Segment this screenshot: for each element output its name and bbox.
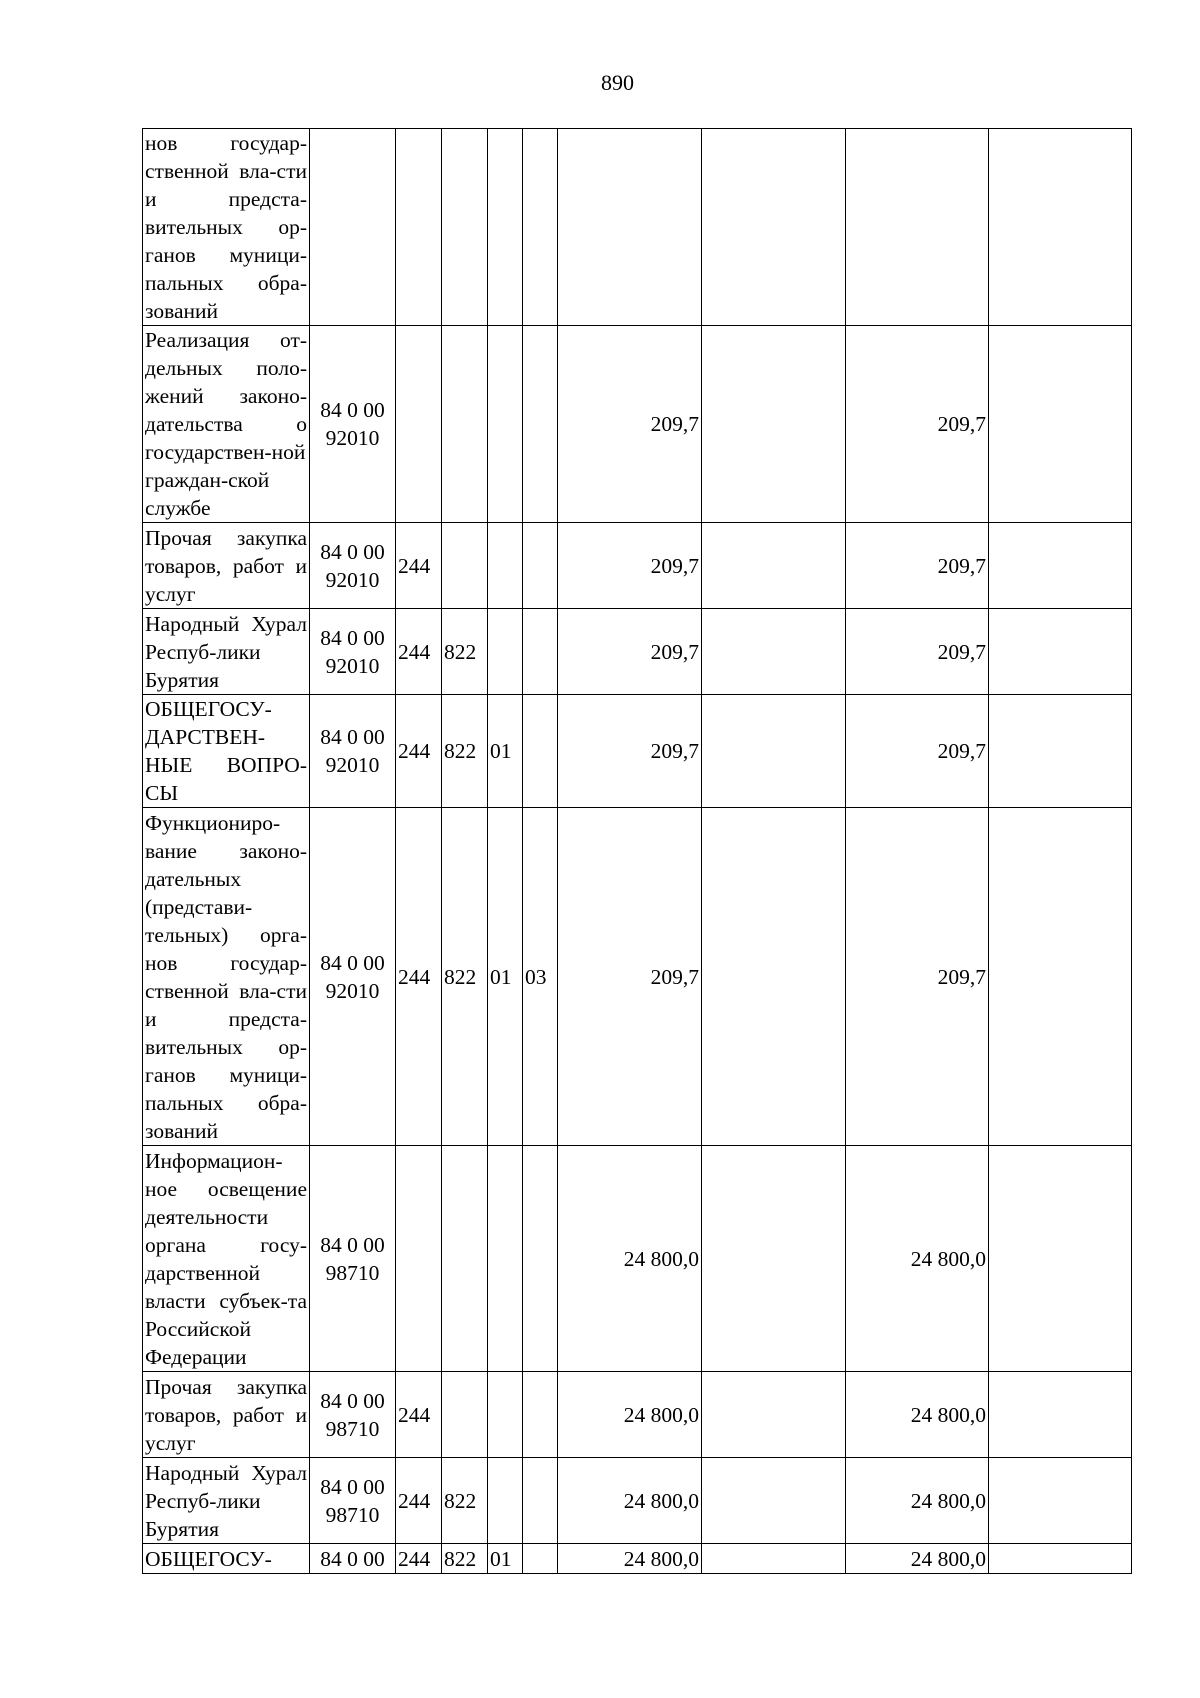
table-row — [143, 523, 1132, 609]
cell-pr — [523, 1458, 558, 1544]
cell-code: 84 0 00 92010 — [310, 326, 396, 523]
cell-pr — [523, 523, 558, 609]
cell-col8 — [702, 609, 846, 695]
cell-rz — [488, 1458, 523, 1544]
cell-name: Функциониро-вание законо-дательных (представи-тельных) орга-нов государ-ственной вла-сти и предста-вительных ор-ганов муници-пальных обра-зований — [143, 808, 310, 1146]
cell-vr: 244 — [396, 523, 442, 609]
cell-pr — [523, 695, 558, 808]
cell-name: ОБЩЕГОСУ-ДАРСТВЕН-НЫЕ ВОПРО-СЫ — [143, 695, 310, 808]
cell-col10 — [989, 1458, 1132, 1544]
cell-pr — [523, 609, 558, 695]
cell-sum1: 209,7 — [558, 808, 702, 1146]
cell-rz — [488, 523, 523, 609]
cell-vr: 244 — [396, 1372, 442, 1458]
cell-vr — [396, 326, 442, 523]
cell-sum1: 209,7 — [558, 609, 702, 695]
cell-sum1: 24 800,0 — [558, 1146, 702, 1372]
cell-col8 — [702, 1146, 846, 1372]
table-row — [143, 129, 1132, 326]
cell-pr — [523, 1146, 558, 1372]
cell-vr — [396, 129, 442, 326]
cell-col8 — [702, 1544, 846, 1574]
cell-sum1: 209,7 — [558, 523, 702, 609]
cell-rz — [488, 129, 523, 326]
table-row — [143, 695, 1132, 808]
cell-sum2: 209,7 — [846, 326, 989, 523]
table-row — [143, 1544, 1132, 1574]
cell-rz: 01 — [488, 695, 523, 808]
cell-ved: 822 — [442, 695, 488, 808]
cell-col8 — [702, 695, 846, 808]
cell-code: 84 0 00 92010 — [310, 609, 396, 695]
cell-col8 — [702, 1372, 846, 1458]
cell-col10 — [989, 1372, 1132, 1458]
cell-col8 — [702, 129, 846, 326]
cell-col8 — [702, 808, 846, 1146]
table-row — [143, 609, 1132, 695]
cell-vr: 244 — [396, 808, 442, 1146]
cell-sum2: 209,7 — [846, 523, 989, 609]
cell-name: нов государ-ственной вла-сти и предста-вительных ор-ганов муници-пальных обра-зований — [143, 129, 310, 326]
cell-col8 — [702, 523, 846, 609]
cell-col10 — [989, 609, 1132, 695]
cell-name: ОБЩЕГОСУ- — [143, 1544, 310, 1574]
cell-vr: 244 — [396, 609, 442, 695]
cell-col10 — [989, 523, 1132, 609]
cell-ved — [442, 1146, 488, 1372]
cell-vr — [396, 1146, 442, 1372]
table-body — [143, 129, 1132, 1574]
cell-code: 84 0 00 98710 — [310, 1458, 396, 1544]
cell-code — [310, 129, 396, 326]
cell-sum1: 209,7 — [558, 326, 702, 523]
cell-ved: 822 — [442, 1544, 488, 1574]
cell-sum2: 209,7 — [846, 609, 989, 695]
cell-col10 — [989, 808, 1132, 1146]
cell-name: Прочая закупка товаров, работ и услуг — [143, 523, 310, 609]
table-row — [143, 326, 1132, 523]
cell-name: Реализация от-дельных поло-жений законо-дательства о государствен-ной граждан-ской службе — [143, 326, 310, 523]
cell-rz: 01 — [488, 1544, 523, 1574]
cell-ved — [442, 1372, 488, 1458]
cell-col8 — [702, 326, 846, 523]
cell-code: 84 0 00 92010 — [310, 523, 396, 609]
cell-code: 84 0 00 98710 — [310, 1146, 396, 1372]
cell-sum1: 209,7 — [558, 695, 702, 808]
cell-ved — [442, 326, 488, 523]
cell-sum2: 24 800,0 — [846, 1458, 989, 1544]
cell-rz — [488, 1372, 523, 1458]
cell-code: 84 0 00 — [310, 1544, 396, 1574]
cell-vr: 244 — [396, 695, 442, 808]
page-number: 890 — [601, 70, 634, 95]
cell-rz: 01 — [488, 808, 523, 1146]
cell-ved: 822 — [442, 1458, 488, 1544]
cell-sum2: 209,7 — [846, 695, 989, 808]
cell-col10 — [989, 1544, 1132, 1574]
cell-sum1: 24 800,0 — [558, 1458, 702, 1544]
cell-sum1: 24 800,0 — [558, 1544, 702, 1574]
cell-pr — [523, 1372, 558, 1458]
cell-col10 — [989, 326, 1132, 523]
cell-name: Прочая закупка товаров, работ и услуг — [143, 1372, 310, 1458]
cell-sum2: 24 800,0 — [846, 1544, 989, 1574]
cell-vr: 244 — [396, 1458, 442, 1544]
cell-pr: 03 — [523, 808, 558, 1146]
cell-sum2: 209,7 — [846, 808, 989, 1146]
cell-name: Народный Хурал Респуб-лики Бурятия — [143, 609, 310, 695]
cell-sum2 — [846, 129, 989, 326]
cell-col10 — [989, 129, 1132, 326]
cell-rz — [488, 609, 523, 695]
cell-col10 — [989, 695, 1132, 808]
budget-table — [142, 128, 1132, 1574]
cell-sum2: 24 800,0 — [846, 1372, 989, 1458]
cell-pr — [523, 326, 558, 523]
cell-code: 84 0 00 92010 — [310, 695, 396, 808]
cell-vr: 244 — [396, 1544, 442, 1574]
cell-ved — [442, 523, 488, 609]
cell-rz — [488, 1146, 523, 1372]
table-row — [143, 808, 1132, 1146]
cell-code: 84 0 00 92010 — [310, 808, 396, 1146]
cell-code: 84 0 00 98710 — [310, 1372, 396, 1458]
cell-sum1 — [558, 129, 702, 326]
cell-ved: 822 — [442, 808, 488, 1146]
cell-name: Информацион-ное освещение деятельности органа госу-дарственной власти субъек-та Российской Федерации — [143, 1146, 310, 1372]
cell-ved: 822 — [442, 609, 488, 695]
cell-ved — [442, 129, 488, 326]
cell-col10 — [989, 1146, 1132, 1372]
cell-pr — [523, 129, 558, 326]
cell-rz — [488, 326, 523, 523]
table-row — [143, 1372, 1132, 1458]
cell-name: Народный Хурал Респуб-лики Бурятия — [143, 1458, 310, 1544]
cell-pr — [523, 1544, 558, 1574]
cell-col8 — [702, 1458, 846, 1544]
table-row — [143, 1146, 1132, 1372]
cell-sum2: 24 800,0 — [846, 1146, 989, 1372]
cell-sum1: 24 800,0 — [558, 1372, 702, 1458]
table-row — [143, 1458, 1132, 1544]
